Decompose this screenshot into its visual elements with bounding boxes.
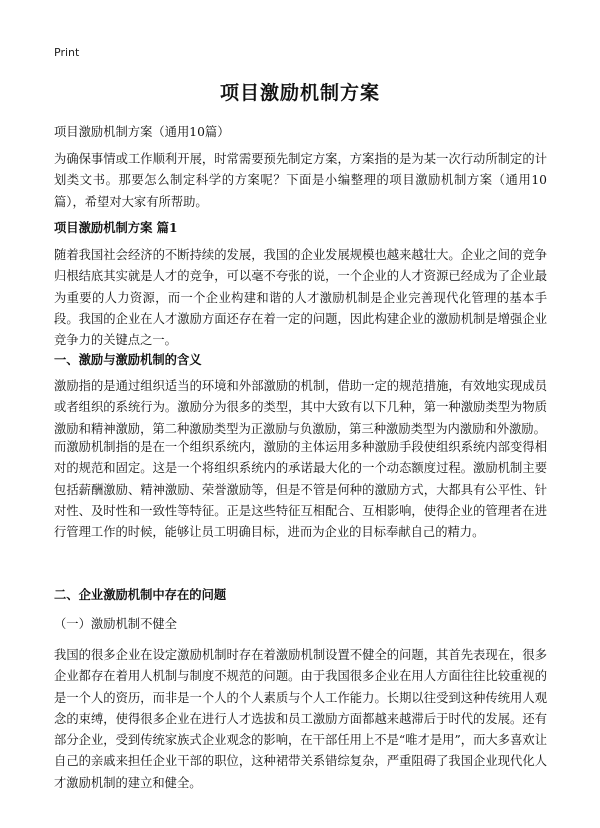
section-1-heading: 一、激励与激励机制的含义 xyxy=(54,352,202,367)
document-subtitle: 项目激励机制方案（通用10篇） xyxy=(54,125,230,139)
paragraph-2: 激励指的是通过组织适当的环境和外部激励的机制，借助一定的规范措施，有效地实现成员或者组织的系统行为。激励分为很多的类型，其中大致有以下几种，第一种激励类型为物质激励和精神激励，第二种激励类型为正激励与负激励，第三种激励类型为内激励和外激励。 xyxy=(54,379,547,436)
print-link[interactable]: Print xyxy=(54,46,80,59)
paragraph-3: 而激励机制指的是在一个组织系统内，激励的主体运用多种激励手段使组织系统内部变得相对的规范和固定。这是一个将组织系统内的承诺最大化的一个动态额度过程。激励机制主要包括薪酬激励、精神激励、荣誉激励等，但是不管是何种的激励方式，大都具有公平性、针对性、及时性和一致性等特征。正是这些特征互相配合、互相影响，使得企业的管理者在进行管理工作的时候，能够让员工明确目标，进而为企业的目标奉献自己的精力。 xyxy=(54,440,547,540)
section-2-heading: 二、企业激励机制中存在的问题 xyxy=(54,587,227,602)
paragraph-1: 随着我国社会经济的不断持续的发展，我国的企业发展规模也越来越壮大。企业之间的竞争归根结底其实就是人才的竞争，可以毫不夸张的说，一个企业的人才资源已经成为了企业最为重要的人力资源，而一个企业构建和谐的人才激励机制是企业完善现代化管理的基本手段。我国的企业在人才激励方面还存在着一定的问题，因此构建企业的激励机制是增强企业竞争力的关键点之一。 xyxy=(54,248,547,348)
document-title: 项目激励机制方案 xyxy=(219,82,380,104)
paragraph-4: 我国的很多企业在设定激励机制时存在着激励机制设置不健全的问题，其首先表现在，很多企业都存在着用人机制与制度不规范的问题。由于我国很多企业在用人方面往往比较重视的是一个人的资历，而非是一个人的个人素质与个人工作能力。长期以往受到这种传统用人观念的束缚，使得很多企业在进行人才选拔和员工激励方面都越来越滞后于时代的发展。还有部分企业，受到传统家族式企业观念的影响，在干部任用上不是“唯才是用”，而大多喜欢让自己的亲戚来担任企业干部的职位，这种裙带关系错综复杂，严重阻碍了我国企业现代化人才激励机制的建立和健全。 xyxy=(54,648,547,790)
intro-paragraph: 为确保事情或工作顺利开展，时常需要预先制定方案，方案指的是为某一次行动所制定的计划类文书。那要怎么制定科学的方案呢？下面是小编整理的项目激励机制方案（通用10篇），希望对大家有所帮助。 xyxy=(54,152,547,209)
subsection-1-heading: （一）激励机制不健全 xyxy=(54,617,177,631)
article-heading: 项目激励机制方案 篇1 xyxy=(54,220,178,235)
